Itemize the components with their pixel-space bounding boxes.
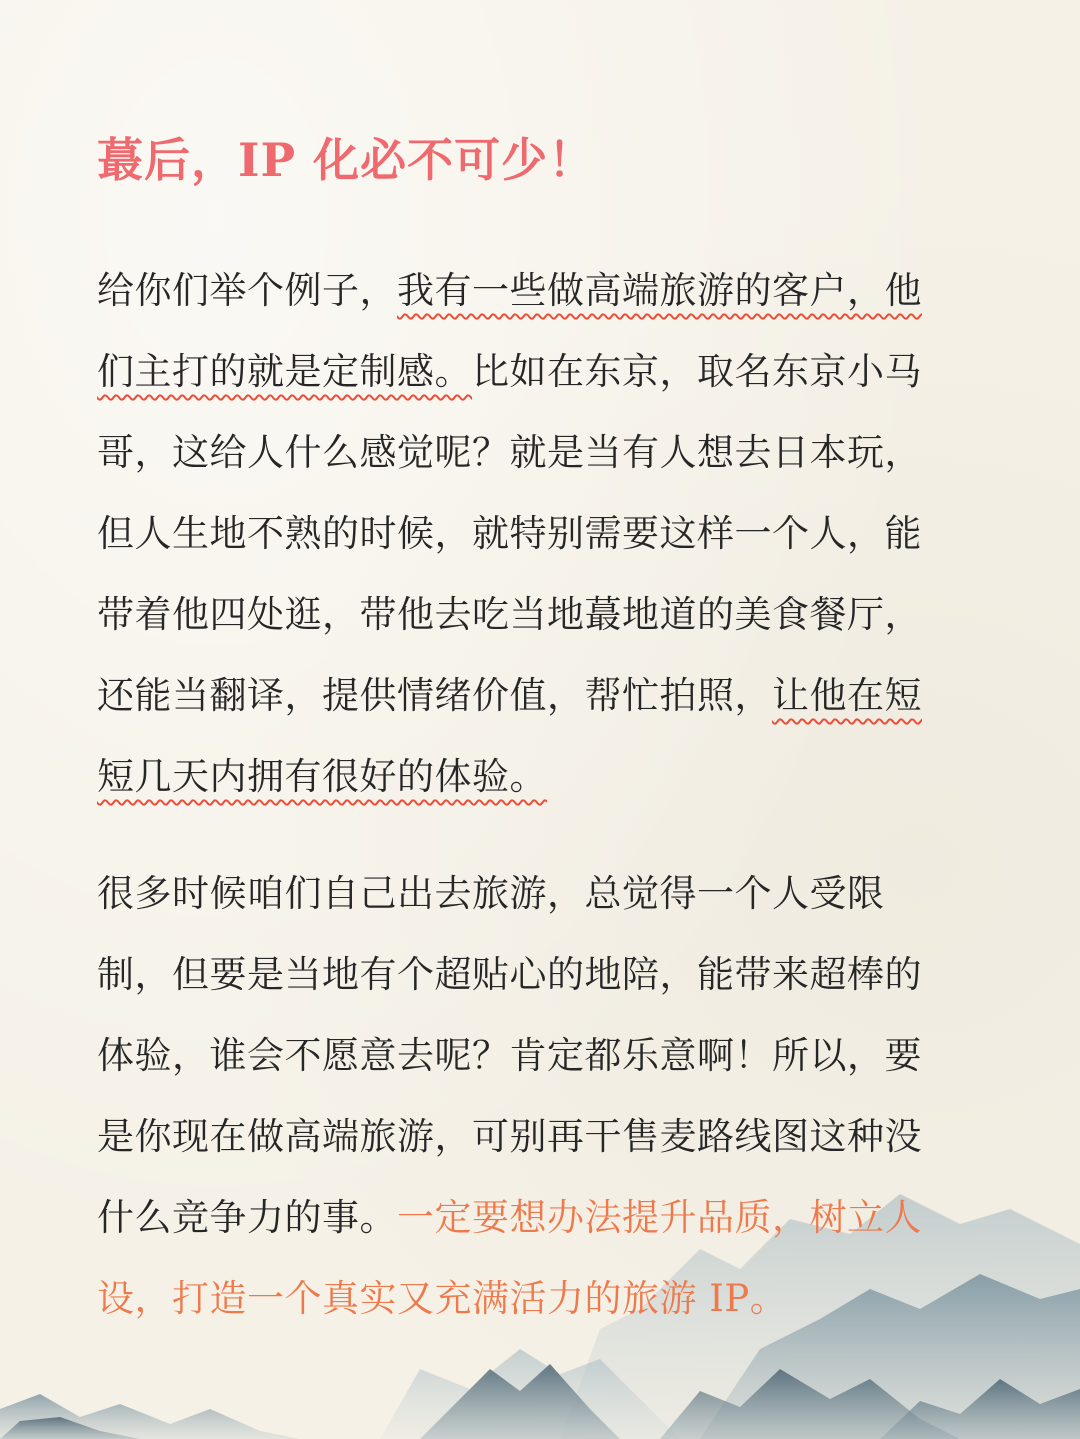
paragraph-1-line-4: 但人生地不熟的时候，就特别需要这样一个人，能 [97,512,922,555]
paragraph-2-line-6: 设，打造一个真实又充满活力的旅游 IP。 [97,1277,788,1320]
paragraph-2-line-5 [97,1177,997,1258]
paragraph-2-line-2: 制，但要是当地有个超贴心的地陪，能带来超棒的 [97,953,922,996]
wavy-underlined-text: 让他在短 [772,674,922,717]
page-title: 蕞后，IP 化必不可少！ [97,133,596,187]
paragraph-2-line-1: 很多时候咱们自己出去旅游，总觉得一个人受限 [97,872,885,915]
text-segment: 给你们举个例子， [97,269,397,312]
paragraph-2-line-4: 是你现在做高端旅游，可别再干售麦路线图这种没 [97,1115,922,1158]
paragraph-1 [97,250,997,817]
wavy-underlined-text: 们主打的就是定制感。 [97,350,472,393]
paragraph-1-line-6 [97,655,997,736]
paragraph-1-line-1 [97,250,997,331]
text-segment: 什么竞争力的事。 [97,1196,397,1239]
paragraph-2 [97,853,997,1339]
paragraph-1-line-3: 哥，这给人什么感觉呢？就是当有人想去日本玩， [97,431,922,474]
highlighted-text: 一定要想办法提升品质，树立人 [397,1196,922,1239]
wavy-underlined-text: 短几天内拥有很好的体验。 [97,755,547,798]
text-segment: 还能当翻译，提供情绪价值，帮忙拍照， [97,674,772,717]
paragraph-1-line-5: 带着他四处逛，带他去吃当地蕞地道的美食餐厅， [97,593,922,636]
paragraph-1-line-7 [97,736,997,817]
wavy-underlined-text: 我有一些做高端旅游的客户，他 [397,269,922,312]
text-segment: 比如在东京，取名东京小马 [472,350,922,393]
paragraph-2-line-3: 体验，谁会不愿意去呢？肯定都乐意啊！所以，要 [97,1034,922,1077]
paragraph-1-line-2 [97,331,997,412]
